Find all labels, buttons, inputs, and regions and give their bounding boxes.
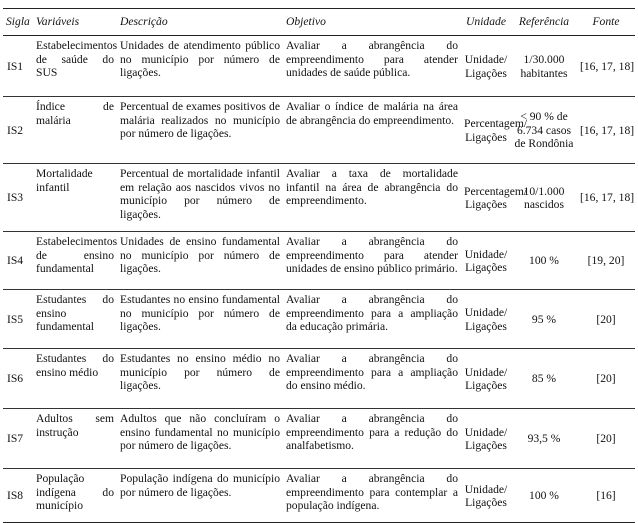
cell-fonte: [19, 20] <box>577 232 635 290</box>
cell-fonte: [16] <box>577 469 635 523</box>
table-row <box>3 290 635 349</box>
cell-fonte: [20] <box>577 409 635 469</box>
cell-variavel: Estabelecimentos de ensino fundamental <box>33 232 117 290</box>
table-row <box>3 409 635 469</box>
cell-sigla: IS1 <box>3 36 33 97</box>
cell-descricao: Adultos que não concluíram o ensino fundamental no município por número de ligações. <box>117 409 283 469</box>
cell-descricao: Percentual de exames positivos de malária realizados no município por número de ligações. <box>117 97 283 164</box>
cell-unidade: Unidade/ Ligações <box>461 232 511 290</box>
cell-objetivo: Avaliar o índice de malária na área de abrangência do empreendimento. <box>283 97 461 164</box>
table-row <box>3 164 635 232</box>
cell-sigla: IS3 <box>3 164 33 232</box>
cell-objetivo: Avaliar a abrangência do empreendimento para atender unidades de saúde pública. <box>283 36 461 97</box>
table-row <box>3 349 635 409</box>
header-unidade: Unidade <box>461 9 511 36</box>
cell-objetivo: Avaliar a abrangência do empreendimento para a ampliação da educação primária. <box>283 290 461 349</box>
header-fonte: Fonte <box>577 9 635 36</box>
cell-fonte: [16, 17, 18] <box>577 36 635 97</box>
cell-sigla: IS5 <box>3 290 33 349</box>
header-referencia: Referência <box>511 9 577 36</box>
cell-unidade: Percentagem/ Ligações <box>461 97 511 164</box>
cell-objetivo: Avaliar a taxa de mortalidade infantil na área de abrangência do empreendimento. <box>283 164 461 232</box>
cell-unidade: Percentagem/ Ligações <box>461 164 511 232</box>
cell-unidade: Unidade/ Ligações <box>461 290 511 349</box>
cell-referencia: 100 % <box>511 469 577 523</box>
header-descricao: Descrição <box>117 9 283 36</box>
cell-variavel: Índice de malária <box>33 97 117 164</box>
cell-variavel: Adultos sem instrução <box>33 409 117 469</box>
header-sigla: Sigla <box>3 9 33 36</box>
cell-objetivo: Avaliar a abrangência do empreendimento para atender unidades de ensino público primário. <box>283 232 461 290</box>
cell-descricao: População indígena do município por número de ligações. <box>117 469 283 523</box>
cell-referencia: 95 % <box>511 290 577 349</box>
cell-descricao: Percentual de mortalidade infantil em relação aos nascidos vivos no município por número de ligações. <box>117 164 283 232</box>
indicators-table <box>3 8 635 523</box>
cell-unidade: Unidade/ Ligações <box>461 469 511 523</box>
cell-descricao: Estudantes no ensino fundamental no município por número de ligações. <box>117 290 283 349</box>
cell-referencia: 10/1.000 nascidos <box>511 164 577 232</box>
table-row <box>3 36 635 97</box>
header-row <box>3 9 635 36</box>
cell-referencia: < 90 % de 6.734 casos de Rondônia <box>511 97 577 164</box>
cell-sigla: IS4 <box>3 232 33 290</box>
cell-objetivo: Avaliar a abrangência do empreendimento para a redução do analfabetismo. <box>283 409 461 469</box>
header-objetivo: Objetivo <box>283 9 461 36</box>
cell-referencia: 93,5 % <box>511 409 577 469</box>
cell-fonte: [20] <box>577 349 635 409</box>
cell-fonte: [16, 17, 18] <box>577 164 635 232</box>
cell-variavel: População indígena do município <box>33 469 117 523</box>
cell-variavel: Mortalidade infantil <box>33 164 117 232</box>
cell-sigla: IS7 <box>3 409 33 469</box>
cell-sigla: IS8 <box>3 469 33 523</box>
cell-descricao: Unidades de ensino fundamental no município por número de ligações. <box>117 232 283 290</box>
cell-variavel: Estudantes do ensino fundamental <box>33 290 117 349</box>
table-row <box>3 97 635 164</box>
cell-descricao: Estudantes no ensino médio no município por número de ligações. <box>117 349 283 409</box>
cell-fonte: [16, 17, 18] <box>577 97 635 164</box>
cell-variavel: Estudantes do ensino médio <box>33 349 117 409</box>
table-row <box>3 469 635 523</box>
cell-variavel: Estabelecimentos de saúde do SUS <box>33 36 117 97</box>
cell-referencia: 85 % <box>511 349 577 409</box>
header-variaveis: Variáveis <box>33 9 117 36</box>
cell-unidade: Unidade/ Ligações <box>461 349 511 409</box>
cell-fonte: [20] <box>577 290 635 349</box>
cell-unidade: Unidade/ Ligações <box>461 36 511 97</box>
cell-unidade: Unidade/ Ligações <box>461 409 511 469</box>
cell-sigla: IS6 <box>3 349 33 409</box>
cell-referencia: 1/30.000 habitantes <box>511 36 577 97</box>
cell-objetivo: Avaliar a abrangência do empreendimento para a ampliação do ensino médio. <box>283 349 461 409</box>
cell-objetivo: Avaliar a abrangência do empreendimento para contemplar a população indígena. <box>283 469 461 523</box>
cell-referencia: 100 % <box>511 232 577 290</box>
table-row <box>3 232 635 290</box>
cell-sigla: IS2 <box>3 97 33 164</box>
cell-descricao: Unidades de atendimento público no município por número de ligações. <box>117 36 283 97</box>
